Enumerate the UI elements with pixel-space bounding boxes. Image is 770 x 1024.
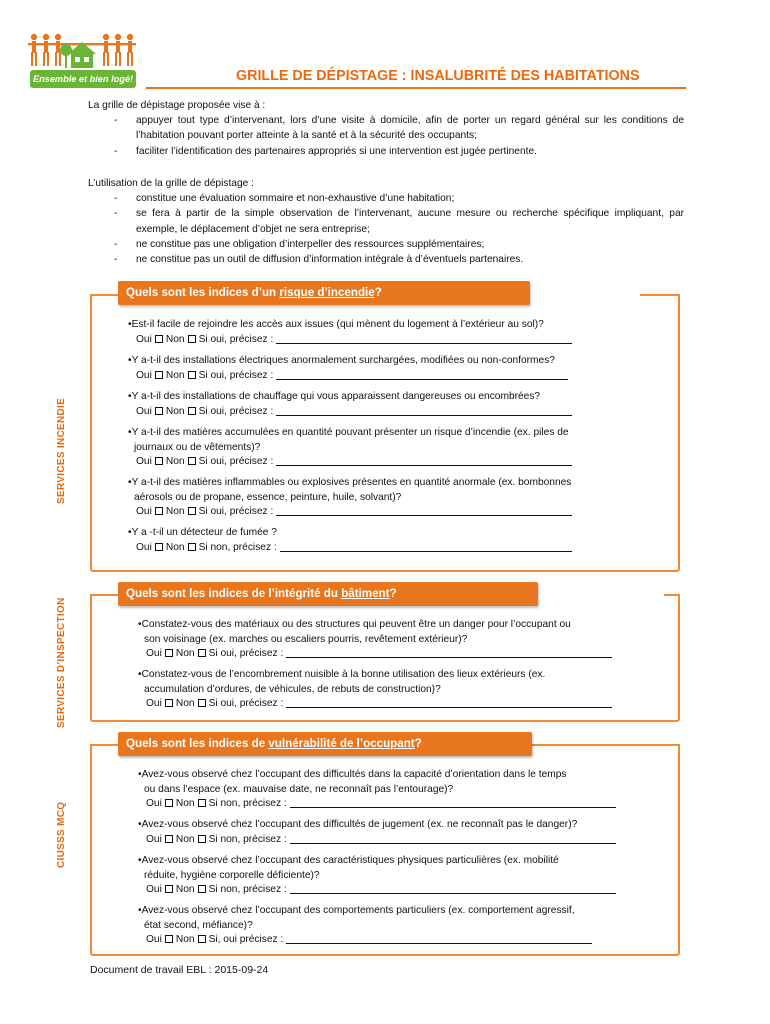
checkbox-non[interactable] bbox=[198, 649, 206, 657]
checkbox-oui[interactable] bbox=[155, 335, 163, 343]
question-item: •Y a -t-il un détecteur de fumée ? Oui Non Si non, précisez : bbox=[128, 526, 572, 555]
checkbox-oui[interactable] bbox=[165, 699, 173, 707]
checkbox-non[interactable] bbox=[198, 799, 206, 807]
checkbox-oui[interactable] bbox=[155, 543, 163, 551]
answer-field[interactable] bbox=[276, 334, 572, 344]
list-item bbox=[88, 191, 684, 206]
intro-purpose-item: faciliter l’identification des partenaires appropriés si une intervention est jugée pertinente. bbox=[136, 145, 537, 157]
intro-usage-item: constitue une évaluation sommaire et non-exhaustive d’une habitation; bbox=[136, 193, 455, 205]
people-house-logo-icon bbox=[26, 32, 138, 72]
checkbox-oui[interactable] bbox=[165, 799, 173, 807]
checkbox-oui[interactable] bbox=[155, 457, 163, 465]
side-label-inspection: SERVICES D’INSPECTION bbox=[56, 597, 67, 728]
answer-field[interactable] bbox=[276, 370, 568, 380]
side-label-incendie: SERVICES INCENDIE bbox=[56, 397, 67, 504]
intro-usage bbox=[88, 176, 684, 267]
dash: - bbox=[114, 193, 118, 205]
intro-usage-lead: L’utilisation de la grille de dépistage : bbox=[88, 178, 254, 189]
checkbox-non[interactable] bbox=[188, 543, 196, 551]
question-item: •Constatez-vous de l’encombrement nuisible à la bonne utilisation des lieux extérieurs (ex. accumulation d’ordures, de véhicules, de rebuts de construction)? Oui Non Si oui, précisez : bbox=[138, 668, 612, 712]
question-item: •Y a-t-il des matières inflammables ou explosives présentes en quantité anormale (ex. bombonnes aérosols ou de propane, essence, peinture, huile, solvant)? Oui Non Si oui, précisez : bbox=[128, 477, 572, 518]
list-item bbox=[88, 252, 684, 267]
footer-note: Document de travail EBL : 2015-09-24 bbox=[90, 964, 269, 976]
list-item bbox=[88, 237, 684, 252]
intro-purpose-item: appuyer tout type d’intervenant, lors d’une visite à domicile, afin de porter un regard général sur les conditions de l’habitation pouvant porter atteinte à la santé et à la sécurité des occupants; bbox=[136, 115, 684, 142]
question-item: •Constatez-vous des matériaux ou des structures qui peuvent être un danger pour l’occupant ou son voisinage (ex. marches ou escaliers pourris, revêtement extérieur)? Oui Non Si oui, précisez : bbox=[138, 618, 612, 662]
intro-usage-item: se fera à partir de la simple observation de l’intervenant, aucune mesure ou recherche spécifique impliquant, par exemple, le déplacement d’objet ne sera entreprise; bbox=[136, 208, 684, 235]
checkbox-oui[interactable] bbox=[165, 885, 173, 893]
checkbox-oui[interactable] bbox=[155, 507, 163, 515]
dash: - bbox=[114, 145, 118, 157]
checkbox-oui[interactable] bbox=[155, 407, 163, 415]
checkbox-non[interactable] bbox=[188, 371, 196, 379]
checkbox-non[interactable] bbox=[198, 885, 206, 893]
checkbox-non[interactable] bbox=[188, 407, 196, 415]
checkbox-non[interactable] bbox=[188, 335, 196, 343]
question-item: •Est-il facile de rejoindre les accès aux issues (qui mènent du logement à l’extérieur au sol)? Oui Non Si oui, précisez : bbox=[128, 318, 572, 347]
checkbox-non[interactable] bbox=[188, 457, 196, 465]
intro-usage-item: ne constitue pas une obligation d’interpeller des ressources supplémentaires; bbox=[136, 238, 485, 250]
list-item bbox=[88, 113, 684, 143]
list-item bbox=[88, 206, 684, 236]
checkbox-non[interactable] bbox=[198, 935, 206, 943]
checkbox-non[interactable] bbox=[188, 507, 196, 515]
intro-purpose bbox=[88, 98, 684, 159]
answer-field[interactable] bbox=[276, 456, 572, 466]
question-item: •Avez-vous observé chez l’occupant des difficultés de jugement (ex. ne reconnaît pas le danger)? Oui Non Si non, précisez : bbox=[138, 818, 616, 847]
dash: - bbox=[114, 254, 118, 266]
logo-label: Ensemble et bien logé! bbox=[30, 70, 136, 88]
side-label-ciusss: CIUSSS MCQ bbox=[56, 801, 67, 868]
answer-field[interactable] bbox=[290, 884, 616, 894]
question-item: •Avez-vous observé chez l’occupant des difficultés dans la capacité d’orientation dans le temps ou dans l’espace (ex. mauvaise date, ne reconnaît pas l’entourage)? Oui Non Si non, précisez : bbox=[138, 768, 616, 812]
checkbox-oui[interactable] bbox=[165, 835, 173, 843]
answer-field[interactable] bbox=[280, 542, 572, 552]
answer-field[interactable] bbox=[286, 934, 592, 944]
dash: - bbox=[114, 115, 118, 127]
answer-field[interactable] bbox=[286, 698, 612, 708]
question-item: •Y a-t-il des installations électriques anormalement surchargées, modifiées ou non-conformes? Oui Non Si oui, précisez : bbox=[128, 354, 568, 383]
checkbox-non[interactable] bbox=[198, 835, 206, 843]
section-head-batiment: Quels sont les indices de l’intégrité du bâtiment? bbox=[118, 582, 538, 606]
section-head-incendie: Quels sont les indices d’un risque d’incendie? bbox=[118, 281, 530, 305]
title-rule bbox=[146, 87, 686, 89]
question-item: •Y a-t-il des installations de chauffage qui vous apparaissent dangereuses ou encombrées? Oui Non Si oui, précisez : bbox=[128, 390, 572, 419]
checkbox-non[interactable] bbox=[198, 699, 206, 707]
answer-field[interactable] bbox=[276, 506, 572, 516]
answer-field[interactable] bbox=[290, 798, 616, 808]
question-item: •Avez-vous observé chez l’occupant des comportements particuliers (ex. comportement agressif, état second, méfiance)? Oui Non Si, oui précisez : bbox=[138, 904, 592, 948]
answer-field[interactable] bbox=[286, 648, 612, 658]
checkbox-oui[interactable] bbox=[155, 371, 163, 379]
list-item bbox=[88, 144, 684, 159]
intro-purpose-lead: La grille de dépistage proposée vise à : bbox=[88, 100, 266, 111]
checkbox-oui[interactable] bbox=[165, 649, 173, 657]
intro-usage-item: ne constitue pas un outil de diffusion d’information intégrale à d’éventuels partenaires. bbox=[136, 254, 524, 266]
dash: - bbox=[114, 238, 118, 250]
page-title: GRILLE DE DÉPISTAGE : INSALUBRITÉ DES HABITATIONS bbox=[236, 68, 640, 84]
checkbox-oui[interactable] bbox=[165, 935, 173, 943]
answer-field[interactable] bbox=[276, 406, 572, 416]
question-item: •Y a-t-il des matières accumulées en quantité pouvant présenter un risque d’incendie (ex. piles de journaux ou de vêtements)? Oui Non Si oui, précisez : bbox=[128, 426, 572, 470]
answer-field[interactable] bbox=[290, 834, 616, 844]
dash: - bbox=[114, 208, 118, 220]
question-item: •Avez-vous observé chez l’occupant des caractéristiques physiques particulières (ex. mobilité réduite, hygiène corporelle déficiente)? Oui Non Si non, précisez : bbox=[138, 854, 616, 898]
section-head-vulnerabilite: Quels sont les indices de vulnérabilité de l’occupant? bbox=[118, 732, 532, 756]
